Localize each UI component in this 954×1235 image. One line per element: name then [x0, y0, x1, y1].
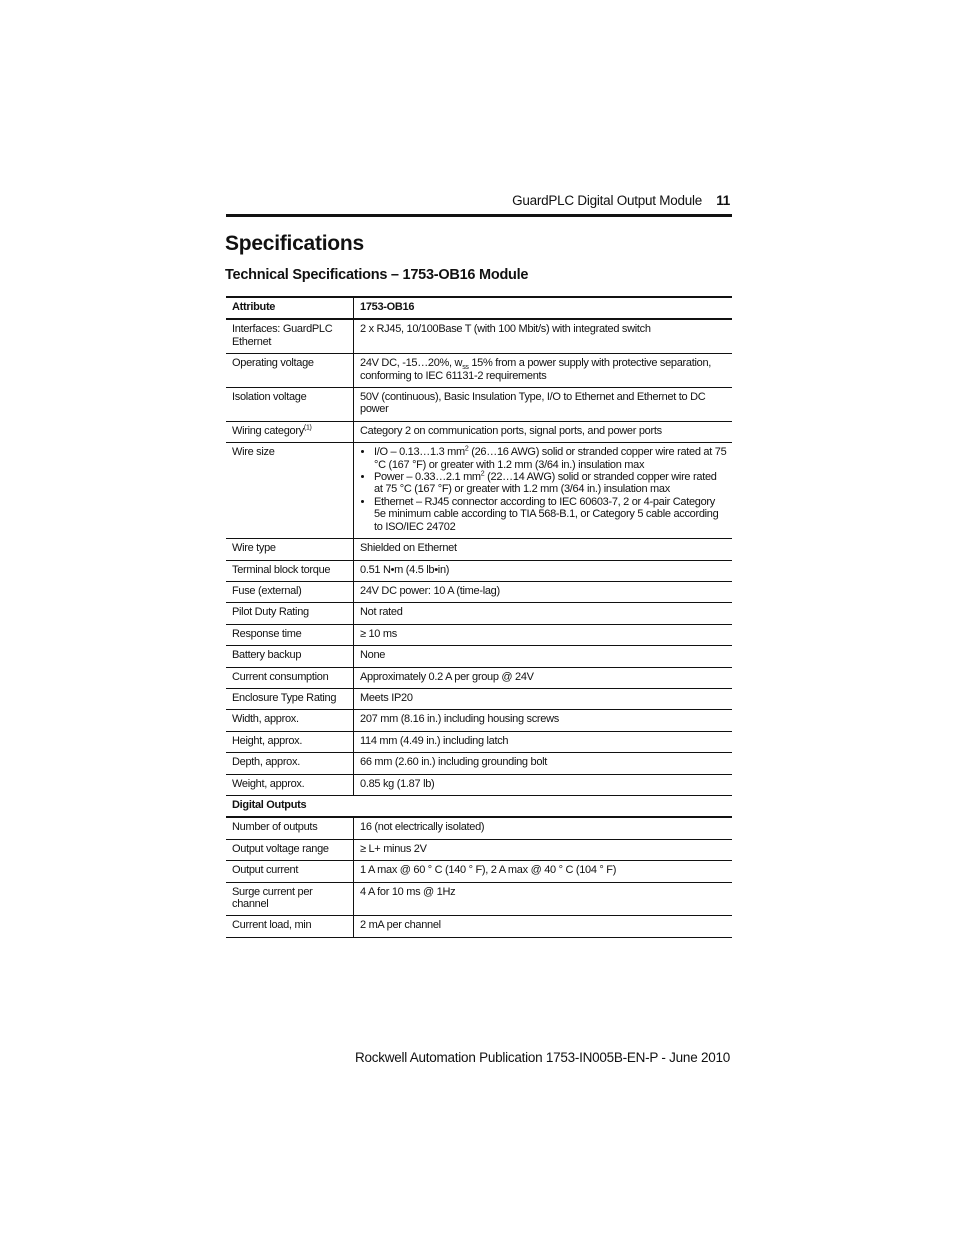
row-value: 66 mm (2.60 in.) including grounding bolt [354, 753, 733, 774]
row-value: ≥ L+ minus 2V [354, 839, 733, 860]
table-row [226, 667, 732, 688]
running-header-title: GuardPLC Digital Output Module [512, 193, 702, 208]
row-attribute: Fuse (external) [226, 581, 354, 602]
table-row [226, 319, 732, 353]
row-attribute: Isolation voltage [226, 388, 354, 422]
row-value: None [354, 646, 733, 667]
table-row [226, 443, 732, 539]
row-attribute: Output current [226, 861, 354, 882]
row-attribute: Current load, min [226, 916, 354, 937]
row-attribute: Operating voltage [226, 354, 354, 388]
table-row [226, 421, 732, 442]
table-row [226, 861, 732, 882]
row-value: ≥ 10 ms [354, 624, 733, 645]
row-attribute: Wire size [226, 443, 354, 539]
header-rule [226, 214, 732, 217]
footnote-marker: (1) [303, 424, 312, 432]
row-value: Shielded on Ethernet [354, 539, 733, 560]
row-value: 24V DC, -15…20%, $w_{ss}$ 15% from a power supply with protective separation, conforming to IEC 61131-2 requirements [354, 354, 733, 388]
row-value: 24V DC power: 10 A (time-lag) [354, 581, 733, 602]
row-attribute: Wire type [226, 539, 354, 560]
table-row [226, 581, 732, 602]
running-header [226, 191, 732, 211]
table-row [226, 839, 732, 860]
list-item: • I/O – 0.13…1.3 $mm^2$ (26…16 AWG) solid or stranded copper wire rated at 75 °C (167 °F) or greater with 1.2 mm (3/64 in.) insulation max [374, 446, 727, 471]
row-value: 2 mA per channel [354, 916, 733, 937]
row-value [354, 443, 733, 539]
row-value: 4 A for 10 ms @ 1Hz [354, 882, 733, 916]
row-attribute: Surge current per channel [226, 882, 354, 916]
table-row [226, 710, 732, 731]
col-header-model: 1753-OB16 [354, 297, 733, 319]
row-value: 16 (not electrically isolated) [354, 817, 733, 839]
row-attribute: Number of outputs [226, 817, 354, 839]
row-value: 114 mm (4.49 in.) including latch [354, 731, 733, 752]
table-row [226, 817, 732, 839]
section-title: Specifications [225, 232, 364, 255]
table-row [226, 646, 732, 667]
list-item: • Ethernet – RJ45 connector according to IEC 60603-7, 2 or 4-pair Category 5e minimum cable according to TIA 568-B.1, or Category 5 cable according to ISO/IEC 24702 [374, 496, 727, 533]
section-heading: Digital Outputs [226, 795, 732, 817]
page-number: 11 [716, 193, 730, 208]
table-row [226, 354, 732, 388]
row-value: 1 A max @ 60 ° C (140 ° F), 2 A max @ 40 ° C (104 ° F) [354, 861, 733, 882]
table-header-row [226, 297, 732, 319]
col-header-attribute: Attribute [226, 297, 354, 319]
row-attribute: Enclosure Type Rating [226, 688, 354, 709]
table-row [226, 774, 732, 795]
wire-size-list [360, 446, 727, 533]
table-row [226, 916, 732, 937]
row-attribute: Interfaces: GuardPLC Ethernet [226, 319, 354, 353]
row-attribute: Weight, approx. [226, 774, 354, 795]
row-value: 2 x RJ45, 10/100Base T (with 100 Mbit/s) with integrated switch [354, 319, 733, 353]
row-value: Not rated [354, 603, 733, 624]
row-value: 0.85 kg (1.87 lb) [354, 774, 733, 795]
row-attribute: Battery backup [226, 646, 354, 667]
row-attribute: Output voltage range [226, 839, 354, 860]
page-footer: Rockwell Automation Publication 1753-IN005B-EN-P - June 2010 [355, 1050, 730, 1065]
row-attribute: Wiring category$^{(1)}$ [226, 421, 354, 442]
table-row [226, 753, 732, 774]
row-value: Approximately 0.2 A per group @ 24V [354, 667, 733, 688]
table-title: Technical Specifications – 1753-OB16 Module [225, 267, 529, 283]
row-attribute: Height, approx. [226, 731, 354, 752]
row-attribute: Terminal block torque [226, 560, 354, 581]
row-value: 50V (continuous), Basic Insulation Type, I/O to Ethernet and Ethernet to DC power [354, 388, 733, 422]
row-attribute: Width, approx. [226, 710, 354, 731]
section-row-digital-outputs [226, 795, 732, 817]
table-row [226, 560, 732, 581]
spec-table [226, 296, 732, 938]
table-row [226, 624, 732, 645]
table-row [226, 882, 732, 916]
row-attribute: Current consumption [226, 667, 354, 688]
table-row [226, 731, 732, 752]
table-row [226, 388, 732, 422]
row-value: 207 mm (8.16 in.) including housing screws [354, 710, 733, 731]
list-item: • Power – 0.33…2.1 $mm^2$ (22…14 AWG) solid or stranded copper wire rated at 75 °C (167 °F) or greater with 1.2 mm (3/64 in.) insulation max [374, 471, 727, 496]
row-attribute: Response time [226, 624, 354, 645]
table-row [226, 539, 732, 560]
row-value: Category 2 on communication ports, signal ports, and power ports [354, 421, 733, 442]
table-row [226, 688, 732, 709]
row-attribute: Depth, approx. [226, 753, 354, 774]
row-attribute: Pilot Duty Rating [226, 603, 354, 624]
row-value: 0.51 N•m (4.5 lb•in) [354, 560, 733, 581]
table-row [226, 603, 732, 624]
row-value: Meets IP20 [354, 688, 733, 709]
